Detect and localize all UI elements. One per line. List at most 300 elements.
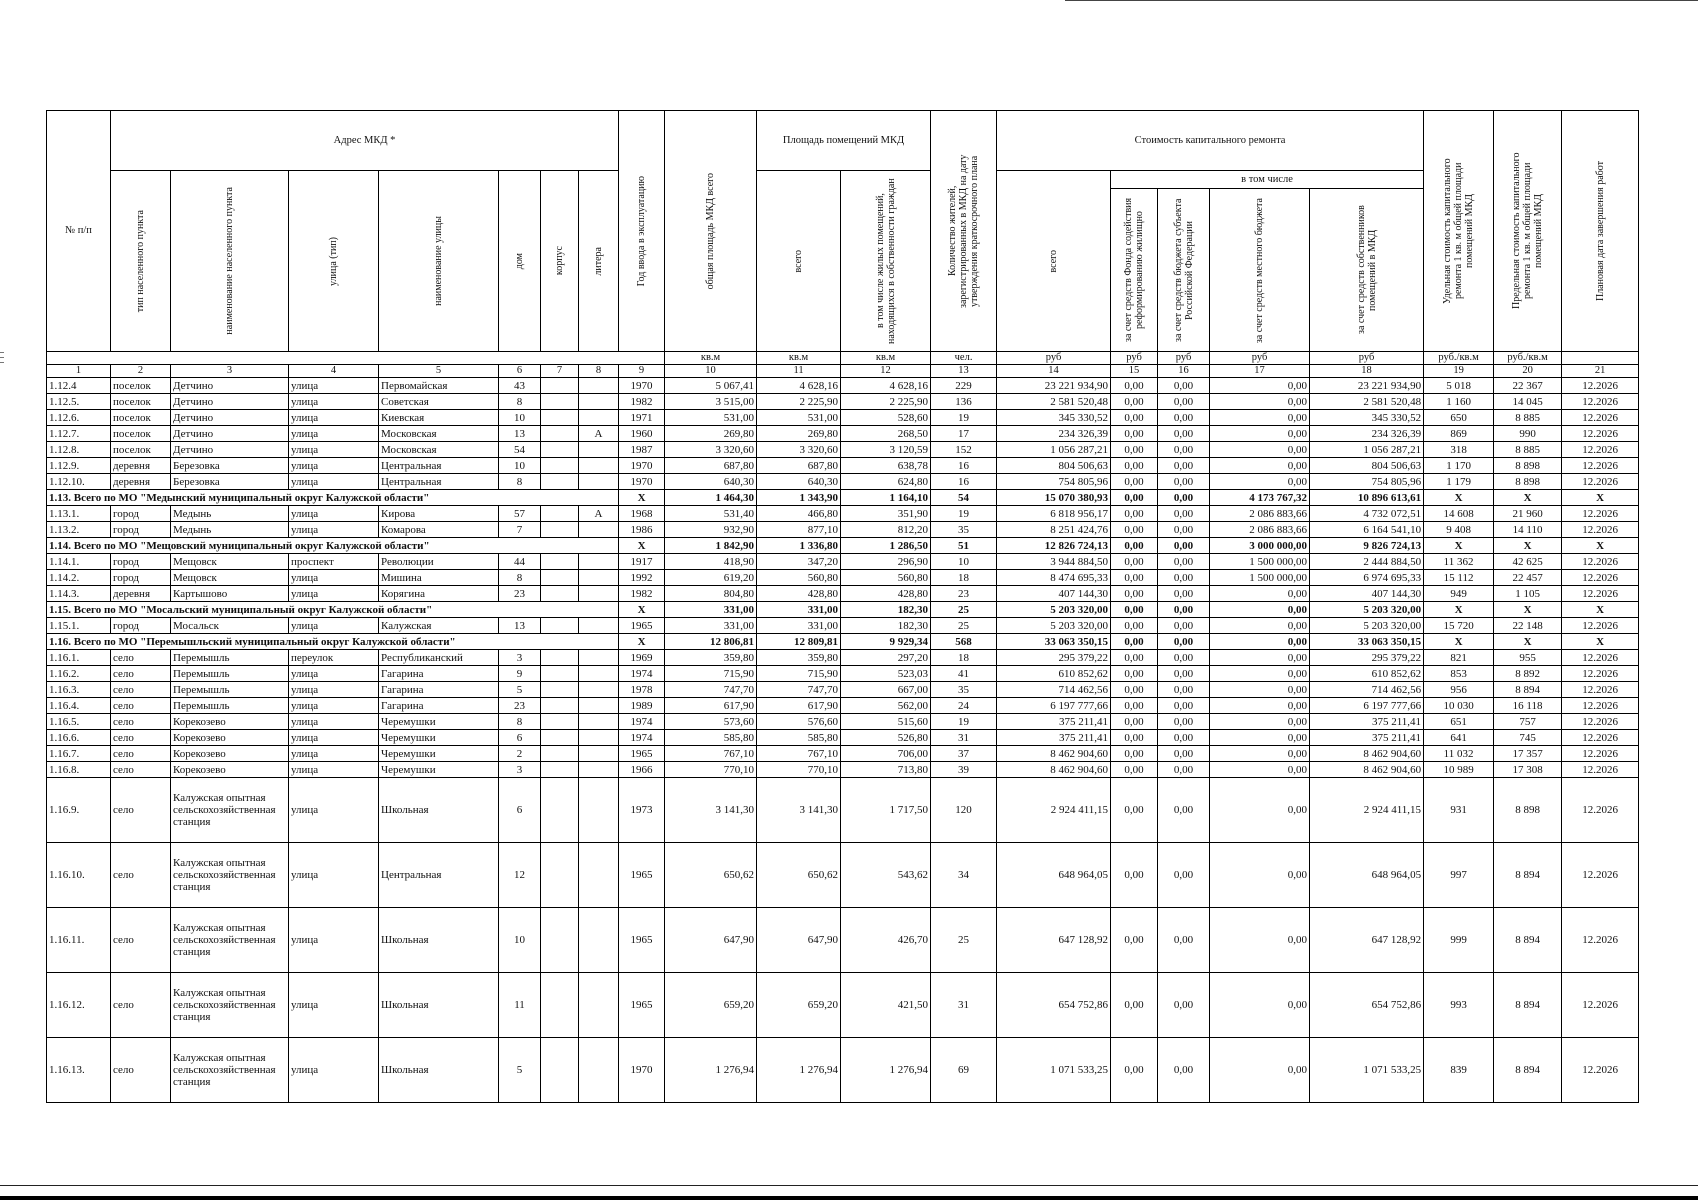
table-cell: село <box>111 730 171 746</box>
subtotal-cell: Х <box>1424 538 1494 554</box>
table-cell: село <box>111 973 171 1038</box>
subtotal-cell: 33 063 350,15 <box>997 634 1111 650</box>
table-cell: 715,90 <box>665 666 757 682</box>
unit-cell: руб./кв.м <box>1424 352 1494 365</box>
table-cell: Гагарина <box>379 698 499 714</box>
table-cell: улица <box>289 666 379 682</box>
table-cell: улица <box>289 618 379 634</box>
table-cell: 1966 <box>619 762 665 778</box>
table-cell: Корекозево <box>171 714 289 730</box>
table-cell: 0,00 <box>1158 843 1210 908</box>
table-cell: 31 <box>931 730 997 746</box>
table-cell: 1978 <box>619 682 665 698</box>
table-cell: 647,90 <box>757 908 841 973</box>
table-cell: Советская <box>379 394 499 410</box>
table-cell: Детчино <box>171 378 289 394</box>
header-deadline: Плановая дата завершения работ <box>1594 160 1606 302</box>
table-cell: 0,00 <box>1158 714 1210 730</box>
table-cell: 0,00 <box>1111 682 1158 698</box>
table-cell: Калужская опытная сельскохозяйственная станция <box>171 973 289 1038</box>
table-cell: 345 330,52 <box>1310 410 1424 426</box>
header-letter: литера <box>593 246 605 276</box>
table-row <box>47 522 1639 538</box>
table-cell: 12.2026 <box>1562 458 1639 474</box>
table-cell <box>541 442 579 458</box>
table-cell <box>541 474 579 490</box>
table-cell: 0,00 <box>1158 586 1210 602</box>
table-cell: Детчино <box>171 394 289 410</box>
table-row <box>47 474 1639 490</box>
table-cell: 34 <box>931 843 997 908</box>
table-cell: 1.13.1. <box>47 506 111 522</box>
table-cell <box>541 650 579 666</box>
table-cell: 0,00 <box>1158 650 1210 666</box>
table-cell: 1 500 000,00 <box>1210 570 1310 586</box>
table-cell: 0,00 <box>1210 714 1310 730</box>
table-cell: 3 320,60 <box>757 442 841 458</box>
table-cell: 528,60 <box>841 410 931 426</box>
table-cell: 375 211,41 <box>1310 714 1424 730</box>
table-cell: Школьная <box>379 1038 499 1103</box>
table-cell: 1.16.8. <box>47 762 111 778</box>
table-cell: Детчино <box>171 410 289 426</box>
subtotal-cell: Х <box>619 538 665 554</box>
table-cell: 650 <box>1424 410 1494 426</box>
table-cell: 8 885 <box>1494 442 1562 458</box>
table-cell: улица <box>289 426 379 442</box>
table-cell: 295 379,22 <box>997 650 1111 666</box>
table-cell: 543,62 <box>841 843 931 908</box>
table-cell <box>541 426 579 442</box>
table-cell: 531,00 <box>665 410 757 426</box>
table-cell: 647 128,92 <box>1310 908 1424 973</box>
table-cell: 1965 <box>619 973 665 1038</box>
units-row <box>47 352 1639 365</box>
header-incl: в том числе <box>1111 171 1424 189</box>
subtotal-cell: 0,00 <box>1210 602 1310 618</box>
table-cell: 0,00 <box>1111 730 1158 746</box>
table-cell: 14 110 <box>1494 522 1562 538</box>
subtotal-cell: Х <box>1494 538 1562 554</box>
subtotal-cell: 0,00 <box>1158 538 1210 554</box>
table-cell: 17 308 <box>1494 762 1562 778</box>
table-cell: 804,80 <box>665 586 757 602</box>
subtotal-cell: 10 896 613,61 <box>1310 490 1424 506</box>
table-cell <box>579 666 619 682</box>
table-cell: 531,40 <box>665 506 757 522</box>
table-cell: 997 <box>1424 843 1494 908</box>
table-header <box>47 111 1639 378</box>
table-cell: 11 362 <box>1424 554 1494 570</box>
table-cell: 1.12.9. <box>47 458 111 474</box>
table-cell: 2 086 883,66 <box>1210 506 1310 522</box>
table-cell: город <box>111 506 171 522</box>
subtotal-cell: 9 826 724,13 <box>1310 538 1424 554</box>
table-cell: Центральная <box>379 474 499 490</box>
table-cell: 3 515,00 <box>665 394 757 410</box>
table-cell: 0,00 <box>1111 458 1158 474</box>
subtotal-cell: 4 173 767,32 <box>1210 490 1310 506</box>
table-cell: 0,00 <box>1210 474 1310 490</box>
table-cell: 0,00 <box>1111 394 1158 410</box>
subtotal-cell: 0,00 <box>1158 634 1210 650</box>
header-cost-total: всего <box>1048 249 1060 273</box>
table-cell: 0,00 <box>1111 714 1158 730</box>
subtotal-row <box>47 602 1639 618</box>
table-cell: 136 <box>931 394 997 410</box>
table-cell: 0,00 <box>1210 746 1310 762</box>
table-cell <box>579 650 619 666</box>
subtotal-cell: Х <box>1424 634 1494 650</box>
table-cell: 0,00 <box>1210 426 1310 442</box>
table-cell: 576,60 <box>757 714 841 730</box>
table-cell: 14 608 <box>1424 506 1494 522</box>
table-cell: 182,30 <box>841 618 931 634</box>
table-cell: 375 211,41 <box>1310 730 1424 746</box>
table-cell <box>579 378 619 394</box>
table-cell: 0,00 <box>1111 973 1158 1038</box>
table-cell: 1 105 <box>1494 586 1562 602</box>
table-cell: Детчино <box>171 442 289 458</box>
table-cell: 804 506,63 <box>997 458 1111 474</box>
table-cell: улица <box>289 778 379 843</box>
table-cell: 0,00 <box>1210 442 1310 458</box>
table-row <box>47 410 1639 426</box>
table-cell <box>541 410 579 426</box>
subtotal-cell: 12 826 724,13 <box>997 538 1111 554</box>
header-fund: за счет средств Фонда содействия реформированию жилищно <box>1123 198 1146 343</box>
table-cell: деревня <box>111 586 171 602</box>
table-cell: 0,00 <box>1158 682 1210 698</box>
table-cell: 375 211,41 <box>997 714 1111 730</box>
table-row <box>47 570 1639 586</box>
table-cell: улица <box>289 973 379 1038</box>
subtotal-cell: 33 063 350,15 <box>1310 634 1424 650</box>
table-cell: 10 <box>499 410 541 426</box>
table-cell: 9 408 <box>1424 522 1494 538</box>
table-cell: 0,00 <box>1111 698 1158 714</box>
table-cell: 15 112 <box>1424 570 1494 586</box>
table-cell: 1974 <box>619 730 665 746</box>
table-cell: 0,00 <box>1158 570 1210 586</box>
table-cell: Московская <box>379 442 499 458</box>
table-cell <box>579 714 619 730</box>
table-cell: Корекозево <box>171 730 289 746</box>
table-cell: поселок <box>111 410 171 426</box>
table-cell: 0,00 <box>1111 522 1158 538</box>
table-cell: 617,90 <box>757 698 841 714</box>
scan-edge-mark <box>0 352 4 353</box>
table-cell: 585,80 <box>665 730 757 746</box>
table-cell: 8 <box>499 714 541 730</box>
table-cell <box>541 666 579 682</box>
table-row <box>47 458 1639 474</box>
table-cell: 12.2026 <box>1562 730 1639 746</box>
table-cell: 1970 <box>619 378 665 394</box>
table-cell: 11 <box>499 973 541 1038</box>
table-cell: 531,00 <box>757 410 841 426</box>
table-cell: 0,00 <box>1158 762 1210 778</box>
table-cell: 15 720 <box>1424 618 1494 634</box>
table-cell: 641 <box>1424 730 1494 746</box>
table-cell: 407 144,30 <box>997 586 1111 602</box>
table-cell: 0,00 <box>1210 1038 1310 1103</box>
subtotal-cell: Х <box>1424 490 1494 506</box>
table-cell: 714 462,56 <box>1310 682 1424 698</box>
table-cell <box>579 778 619 843</box>
table-cell: 426,70 <box>841 908 931 973</box>
column-number: 9 <box>619 365 665 378</box>
table-cell: 234 326,39 <box>997 426 1111 442</box>
table-cell: село <box>111 1038 171 1103</box>
table-cell: улица <box>289 698 379 714</box>
table-cell: 268,50 <box>841 426 931 442</box>
column-number: 1 <box>47 365 111 378</box>
table-cell: 0,00 <box>1210 762 1310 778</box>
table-cell: Черемушки <box>379 762 499 778</box>
table-row <box>47 618 1639 634</box>
table-cell <box>541 714 579 730</box>
table-cell: 0,00 <box>1111 1038 1158 1103</box>
table-cell: 647 128,92 <box>997 908 1111 973</box>
table-cell: 650,62 <box>665 843 757 908</box>
subtotal-cell: Х <box>1494 602 1562 618</box>
subtotal-cell: 1 842,90 <box>665 538 757 554</box>
header-settlement-name: наименование населенного пункта <box>224 187 235 335</box>
table-cell: село <box>111 843 171 908</box>
table-cell: Мосальск <box>171 618 289 634</box>
header-settlement-type: тип населенного пункта <box>135 209 146 313</box>
table-cell: 8 462 904,60 <box>997 762 1111 778</box>
table-cell: 23 <box>931 586 997 602</box>
subtotal-cell: 0,00 <box>1210 634 1310 650</box>
table-cell: 0,00 <box>1210 458 1310 474</box>
subtotal-cell: 568 <box>931 634 997 650</box>
table-cell: 23 <box>499 698 541 714</box>
table-row <box>47 778 1639 843</box>
table-cell: 0,00 <box>1111 908 1158 973</box>
table-cell: 1.12.10. <box>47 474 111 490</box>
table-cell: 619,20 <box>665 570 757 586</box>
table-cell: 999 <box>1424 908 1494 973</box>
table-cell: Калужская опытная сельскохозяйственная станция <box>171 778 289 843</box>
table-cell: Перемышль <box>171 650 289 666</box>
table-cell: 0,00 <box>1158 746 1210 762</box>
table-cell: 956 <box>1424 682 1494 698</box>
header-street-type: улица (тип) <box>328 236 339 286</box>
table-cell: 0,00 <box>1210 682 1310 698</box>
table-cell: 12.2026 <box>1562 394 1639 410</box>
table-cell: 0,00 <box>1210 410 1310 426</box>
table-cell: 39 <box>931 762 997 778</box>
table-cell: улица <box>289 458 379 474</box>
table-cell: 1971 <box>619 410 665 426</box>
table-cell <box>541 843 579 908</box>
subtotal-row <box>47 634 1639 650</box>
table-cell: 0,00 <box>1158 410 1210 426</box>
table-cell: 57 <box>499 506 541 522</box>
scan-edge-mark <box>0 362 4 363</box>
table-cell: 295 379,22 <box>1310 650 1424 666</box>
header-residents: Количество жителей, зарегистрированных в МКД на дату утверждения краткосрочного плана <box>947 154 981 308</box>
table-row <box>47 506 1639 522</box>
table-cell: 12.2026 <box>1562 908 1639 973</box>
table-cell: 770,10 <box>757 762 841 778</box>
header-subject-budget: за счет средств бюджета субъекта Российской Федерации <box>1172 198 1195 342</box>
table-cell: 647,90 <box>665 908 757 973</box>
table-cell: 0,00 <box>1158 506 1210 522</box>
table-cell <box>579 843 619 908</box>
table-cell: 0,00 <box>1111 442 1158 458</box>
subtotal-cell: 0,00 <box>1158 490 1210 506</box>
table-cell: 3 <box>499 650 541 666</box>
table-cell: 12.2026 <box>1562 666 1639 682</box>
table-cell: Березовка <box>171 458 289 474</box>
table-cell: 1 276,94 <box>757 1038 841 1103</box>
table-cell: 931 <box>1424 778 1494 843</box>
table-cell: 12.2026 <box>1562 618 1639 634</box>
subtotal-cell: 54 <box>931 490 997 506</box>
table-cell: 0,00 <box>1210 394 1310 410</box>
table-cell: 715,90 <box>757 666 841 682</box>
table-cell: 8 894 <box>1494 682 1562 698</box>
table-cell: поселок <box>111 378 171 394</box>
table-cell: 14 045 <box>1494 394 1562 410</box>
table-cell: 747,70 <box>757 682 841 698</box>
subtotal-cell: 12 806,81 <box>665 634 757 650</box>
table-cell: 1965 <box>619 618 665 634</box>
table-cell: 1.12.8. <box>47 442 111 458</box>
table-row <box>47 650 1639 666</box>
table-cell: 853 <box>1424 666 1494 682</box>
table-cell: переулок <box>289 650 379 666</box>
table-cell <box>579 682 619 698</box>
table-cell: 120 <box>931 778 997 843</box>
table-cell <box>541 682 579 698</box>
table-cell: 1.14.3. <box>47 586 111 602</box>
table-cell <box>579 410 619 426</box>
table-cell <box>579 522 619 538</box>
table-cell: 2 581 520,48 <box>1310 394 1424 410</box>
table-row <box>47 666 1639 682</box>
table-cell: 0,00 <box>1210 778 1310 843</box>
table-cell: улица <box>289 474 379 490</box>
table-cell: 8 462 904,60 <box>997 746 1111 762</box>
table-cell: улица <box>289 714 379 730</box>
table-cell: 0,00 <box>1111 843 1158 908</box>
table-cell: 1.14.2. <box>47 570 111 586</box>
table-cell: 22 148 <box>1494 618 1562 634</box>
table-cell: 0,00 <box>1158 730 1210 746</box>
header-num: № п/п <box>47 111 111 352</box>
table-cell: 1986 <box>619 522 665 538</box>
table-cell: 0,00 <box>1210 666 1310 682</box>
table-cell: 269,80 <box>665 426 757 442</box>
table-cell: 6 818 956,17 <box>997 506 1111 522</box>
table-cell: Калужская опытная сельскохозяйственная станция <box>171 843 289 908</box>
table-cell: 21 960 <box>1494 506 1562 522</box>
table-row <box>47 442 1639 458</box>
table-cell: улица <box>289 378 379 394</box>
table-cell: улица <box>289 1038 379 1103</box>
subtotal-cell: Х <box>1562 538 1639 554</box>
table-cell: 1 071 533,25 <box>1310 1038 1424 1103</box>
table-cell: Картышово <box>171 586 289 602</box>
unit-cell: руб <box>1111 352 1158 365</box>
table-cell: 428,80 <box>841 586 931 602</box>
table-cell: 0,00 <box>1158 394 1210 410</box>
table-cell: Корягина <box>379 586 499 602</box>
subtotal-cell: 182,30 <box>841 602 931 618</box>
table-cell: 13 <box>499 618 541 634</box>
table-cell: 5 <box>499 1038 541 1103</box>
header-premises-private: в том числе жилых помещений, находящихся в собственности граждан <box>874 178 897 344</box>
table-cell: 359,80 <box>757 650 841 666</box>
table-cell: улица <box>289 682 379 698</box>
table-cell: 0,00 <box>1111 570 1158 586</box>
table-cell: 8 <box>499 394 541 410</box>
table-cell: Калужская опытная сельскохозяйственная станция <box>171 908 289 973</box>
subtotal-label: 1.16. Всего по МО "Перемышльский муниципальный округ Калужской области" <box>47 634 619 650</box>
table-cell: 993 <box>1424 973 1494 1038</box>
table-row <box>47 973 1639 1038</box>
column-number: 18 <box>1310 365 1424 378</box>
table-cell: 747,70 <box>665 682 757 698</box>
column-number: 6 <box>499 365 541 378</box>
table-cell: 1.16.12. <box>47 973 111 1038</box>
table-cell: улица <box>289 730 379 746</box>
table-cell: Черемушки <box>379 714 499 730</box>
table-cell <box>541 586 579 602</box>
table-cell: 640,30 <box>757 474 841 490</box>
column-number: 3 <box>171 365 289 378</box>
table-cell: 1.16.6. <box>47 730 111 746</box>
table-cell: 22 457 <box>1494 570 1562 586</box>
table-cell: 12.2026 <box>1562 522 1639 538</box>
unit-cell: руб <box>1310 352 1424 365</box>
table-cell: 610 852,62 <box>1310 666 1424 682</box>
table-cell: 1 056 287,21 <box>997 442 1111 458</box>
column-number: 16 <box>1158 365 1210 378</box>
table-cell: 638,78 <box>841 458 931 474</box>
column-number: 21 <box>1562 365 1639 378</box>
table-row <box>47 426 1639 442</box>
table-cell: 1.16.10. <box>47 843 111 908</box>
table-cell: 0,00 <box>1111 554 1158 570</box>
table-cell: 8 885 <box>1494 410 1562 426</box>
table-cell: 12.2026 <box>1562 650 1639 666</box>
table-cell: 1.12.4 <box>47 378 111 394</box>
subtotal-cell: 9 929,34 <box>841 634 931 650</box>
table-cell: 877,10 <box>757 522 841 538</box>
table-cell: 659,20 <box>665 973 757 1038</box>
table-cell: Корекозево <box>171 762 289 778</box>
table-cell: 1974 <box>619 714 665 730</box>
scan-edge-mark <box>0 357 4 358</box>
table-cell: село <box>111 778 171 843</box>
header-house: дом <box>514 252 525 270</box>
table-cell: Мещовск <box>171 554 289 570</box>
subtotal-cell: 0,00 <box>1111 634 1158 650</box>
table-cell: 375 211,41 <box>997 730 1111 746</box>
column-number: 11 <box>757 365 841 378</box>
table-cell: 990 <box>1494 426 1562 442</box>
table-cell: 12 <box>499 843 541 908</box>
table-cell: 3 141,30 <box>757 778 841 843</box>
table-cell: улица <box>289 442 379 458</box>
table-cell: 12.2026 <box>1562 762 1639 778</box>
table-cell: 8 894 <box>1494 908 1562 973</box>
